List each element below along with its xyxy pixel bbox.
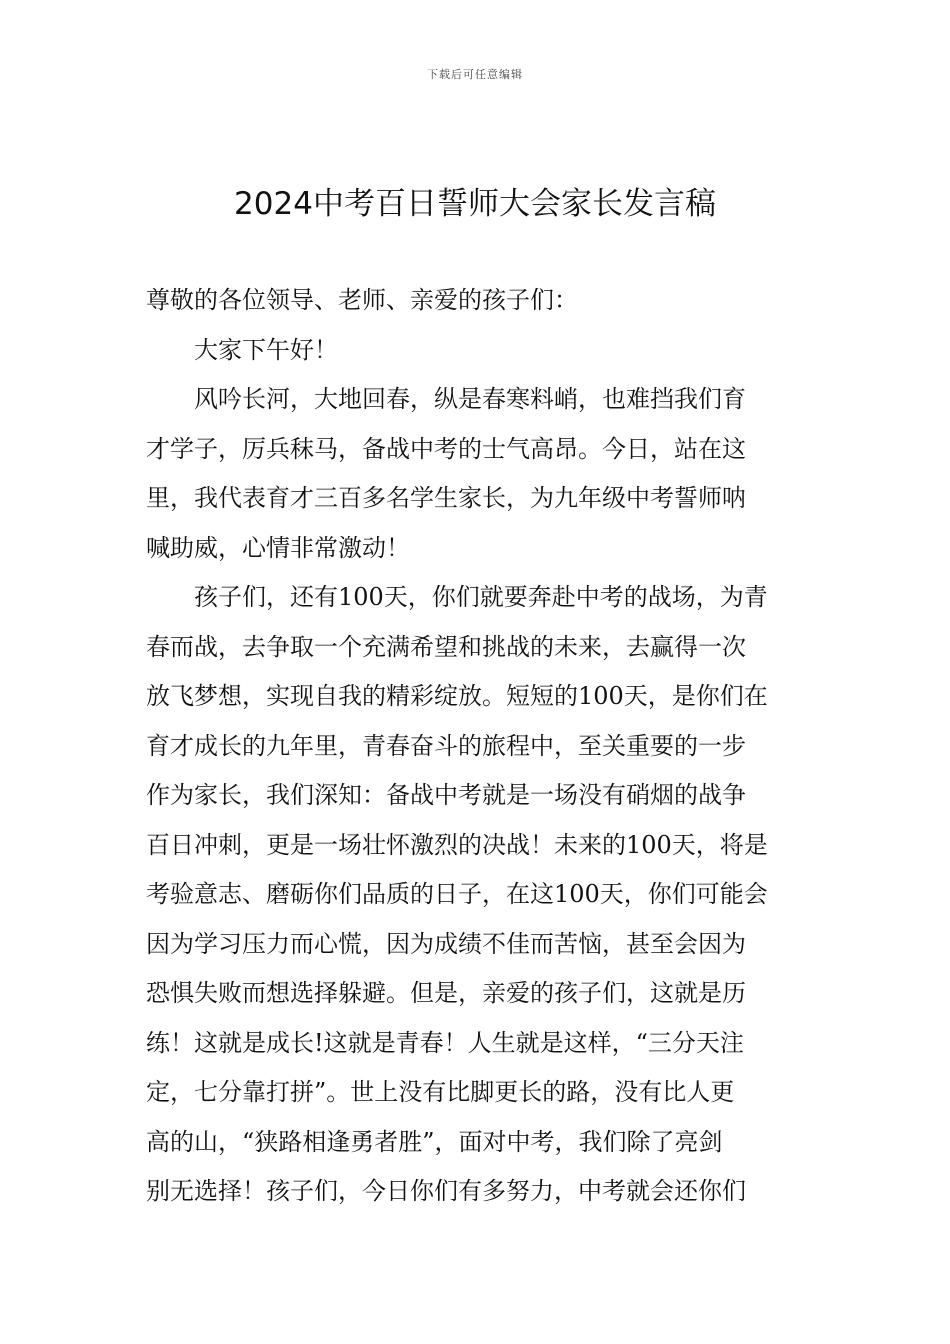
body-line: 百日冲刺，更是一场壮怀激烈的决战！未来的100天，将是 <box>146 830 768 859</box>
body-line: 定，七分靠打拼”。世上没有比脚更长的路，没有比人更 <box>146 1078 735 1106</box>
body-line: 育才成长的九年里，青春奋斗的旅程中，至关重要的一步 <box>146 731 746 760</box>
body-line: 春而战，去争取一个充满希望和挑战的未来，去赢得一次 <box>146 632 746 661</box>
header-note: 下载后可任意编辑 <box>427 68 523 81</box>
body-line: 才学子，厉兵秣马，备战中考的士气高昂。今日，站在这 <box>146 434 746 463</box>
body-line: 因为学习压力而心慌，因为成绩不佳而苦恼，甚至会因为 <box>146 929 746 958</box>
document-title: 2024中考百日誓师大会家长发言稿 <box>234 186 716 222</box>
body-line: 作为家长，我们深知：备战中考就是一场没有硝烟的战争 <box>146 781 746 809</box>
document-body <box>146 276 806 1217</box>
body-line: 考验意志、磨砺你们品质的日子，在这100天，你们可能会 <box>146 880 768 908</box>
body-line: 里，我代表育才三百多名学生家长，为九年级中考誓师呐 <box>146 484 746 512</box>
body-line: 放飞梦想，实现自我的精彩绽放。短短的100天，是你们在 <box>146 682 768 710</box>
body-line: 别无选择！孩子们，今日你们有多努力，中考就会还你们 <box>146 1177 746 1205</box>
body-line: 孩子们，还有100天，你们就要奔赴中考的战场，为青 <box>194 583 768 611</box>
body-line: 大家下午好！ <box>194 335 338 364</box>
body-line: 风吟长河，大地回春，纵是春寒料峭，也难挡我们育 <box>194 385 746 413</box>
body-line: 恐惧失败而想选择躲避。但是，亲爱的孩子们，这就是历 <box>146 979 746 1007</box>
body-line: 练！这就是成长!这就是青春！人生就是这样，“三分天注 <box>146 1028 744 1057</box>
body-line: 喊助威，心情非常激动！ <box>146 533 410 562</box>
body-line: 尊敬的各位领导、老师、亲爱的孩子们： <box>146 286 578 314</box>
body-line: 高的山，“狭路相逢勇者胜”，面对中考，我们除了亮剑 <box>146 1127 723 1156</box>
